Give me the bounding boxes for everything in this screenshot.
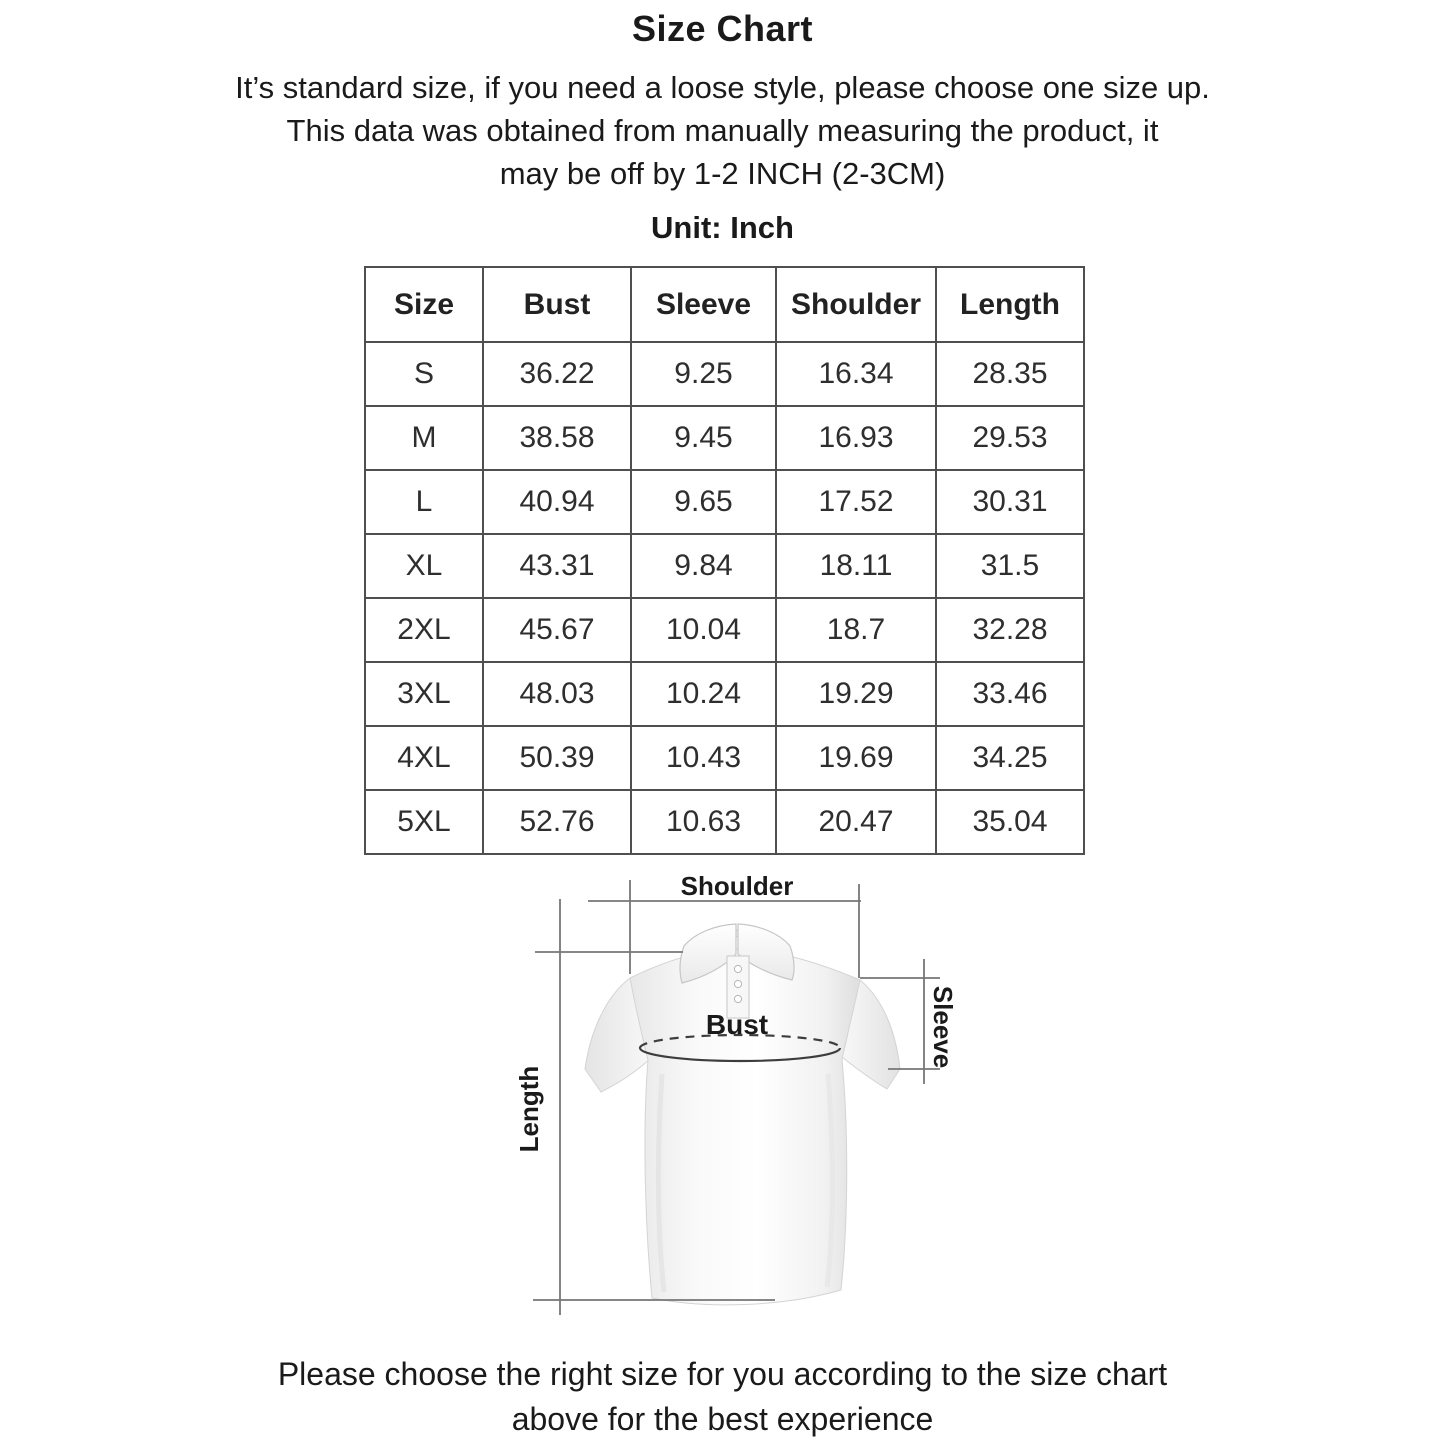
size-table-header: [365, 267, 1084, 342]
table-cell: 28.35: [936, 342, 1084, 406]
table-cell: 52.76: [483, 790, 631, 854]
intro-line-3: may be off by 1-2 INCH (2-3CM): [499, 156, 946, 191]
table-cell: 9.65: [631, 470, 776, 534]
shirt-button-2: [734, 980, 741, 987]
size-table: [364, 266, 1085, 855]
footer-line-1: Please choose the right size for you according to the size chart: [277, 1356, 1168, 1392]
table-cell: 29.53: [936, 406, 1084, 470]
shirt-button-1: [734, 965, 741, 972]
table-cell: 18.11: [776, 534, 936, 598]
table-cell: 4XL: [365, 726, 483, 790]
table-cell: L: [365, 470, 483, 534]
column-header-bust: Bust: [483, 267, 631, 342]
intro-line-2: This data was obtained from manually measuring the product, it: [286, 113, 1159, 148]
table-cell: 9.25: [631, 342, 776, 406]
table-row: [365, 662, 1084, 726]
table-cell: 9.84: [631, 534, 776, 598]
table-cell: 19.29: [776, 662, 936, 726]
table-cell: M: [365, 406, 483, 470]
table-cell: 3XL: [365, 662, 483, 726]
table-cell: 38.58: [483, 406, 631, 470]
table-cell: 32.28: [936, 598, 1084, 662]
table-cell: 10.24: [631, 662, 776, 726]
shoulder-label: Shoulder: [680, 871, 794, 901]
table-cell: 30.31: [936, 470, 1084, 534]
table-header-row: [365, 267, 1084, 342]
table-cell: 19.69: [776, 726, 936, 790]
bust-label: Bust: [705, 1009, 769, 1040]
column-header-shoulder: Shoulder: [776, 267, 936, 342]
unit-label: Unit: Inch: [651, 210, 794, 245]
length-label: Length: [514, 1065, 544, 1153]
table-cell: 16.34: [776, 342, 936, 406]
table-cell: 10.04: [631, 598, 776, 662]
table-row: [365, 534, 1084, 598]
table-row: [365, 406, 1084, 470]
column-header-length: Length: [936, 267, 1084, 342]
table-cell: 16.93: [776, 406, 936, 470]
table-cell: 34.25: [936, 726, 1084, 790]
table-cell: 48.03: [483, 662, 631, 726]
table-cell: 36.22: [483, 342, 631, 406]
table-cell: 18.7: [776, 598, 936, 662]
intro-line-1: It’s standard size, if you need a loose style, please choose one size up.: [235, 70, 1210, 105]
polo-shirt-illustration: [585, 924, 900, 1305]
table-cell: 17.52: [776, 470, 936, 534]
table-row: [365, 598, 1084, 662]
footer-line-2: above for the best experience: [511, 1401, 934, 1437]
table-cell: 31.5: [936, 534, 1084, 598]
size-table-body: [365, 342, 1084, 854]
table-cell: 10.63: [631, 790, 776, 854]
table-row: [365, 726, 1084, 790]
column-header-size: Size: [365, 267, 483, 342]
table-cell: 9.45: [631, 406, 776, 470]
table-cell: 5XL: [365, 790, 483, 854]
table-cell: S: [365, 342, 483, 406]
intro-text: [0, 66, 1445, 195]
table-cell: 43.31: [483, 534, 631, 598]
table-cell: 20.47: [776, 790, 936, 854]
table-cell: 35.04: [936, 790, 1084, 854]
table-cell: 10.43: [631, 726, 776, 790]
column-header-sleeve: Sleeve: [631, 267, 776, 342]
measurement-diagram: [490, 862, 990, 1327]
table-cell: 50.39: [483, 726, 631, 790]
shirt-button-3: [734, 995, 741, 1002]
table-cell: 2XL: [365, 598, 483, 662]
table-row: [365, 342, 1084, 406]
table-cell: 40.94: [483, 470, 631, 534]
table-cell: 45.67: [483, 598, 631, 662]
page-title: Size Chart: [631, 8, 814, 49]
table-row: [365, 790, 1084, 854]
table-cell: 33.46: [936, 662, 1084, 726]
sleeve-label: Sleeve: [928, 985, 958, 1069]
footer-note: [0, 1352, 1445, 1442]
table-cell: XL: [365, 534, 483, 598]
table-row: [365, 470, 1084, 534]
